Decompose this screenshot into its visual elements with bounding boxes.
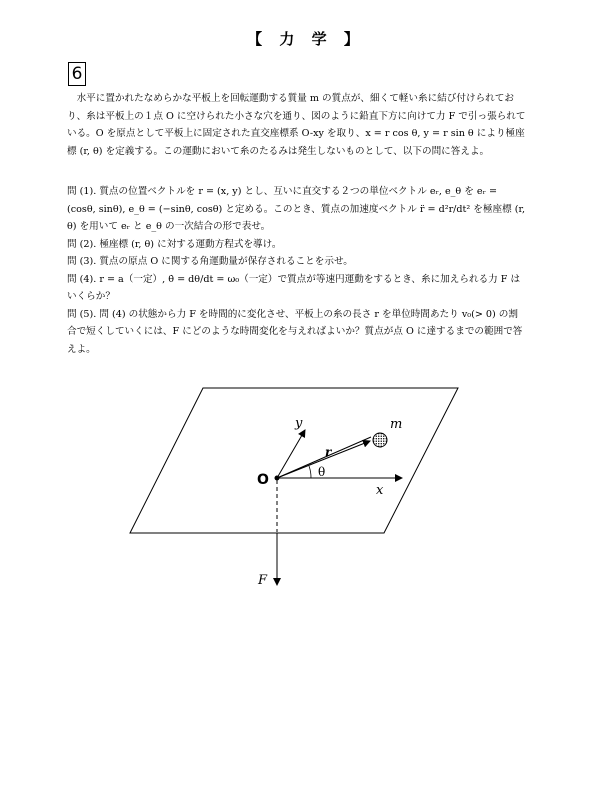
- label-r: r: [325, 445, 332, 459]
- label-force: F: [258, 573, 268, 588]
- section-title: 【 力 学 】: [247, 30, 365, 48]
- problem-intro: 水平に置かれたなめらかな平板上を回転運動する質量 m の質点が、細くて軽い糸に結び付けられており、糸は平板上の１点 O に空けられた小さな穴を通り、図のように鉛直下方に向けて力 F で引っ張られている。O を原点として平板上に固定された直交座標系 O-xy を取り、x = r cos θ, y = r sin θ により極座標 (r, θ) を定義する。この運動において糸のたるみは発生しないものとして、以下の問に答えよ。: [67, 93, 526, 157]
- plane-surface: [130, 388, 458, 533]
- label-origin: O: [257, 472, 269, 488]
- question-2: 問 (2). 極座標 (r, θ) に対する運動方程式を導け。: [67, 238, 282, 250]
- question-5: 問 (5). 問 (4) の状態から力 F を時間的に変化させ、平板上の糸の長さ r を単位時間あたり v₀(> 0) の割合で短くしていくには、F にどのような時間変化を与えればよいか？質点が点 O に達するまでの範囲で答えよ。: [67, 308, 523, 355]
- mass-point: [373, 433, 387, 447]
- label-y: y: [295, 416, 303, 431]
- physics-diagram: [0, 370, 612, 600]
- label-theta: θ: [318, 465, 326, 479]
- question-4: 問 (4). r = a（一定）, θ̇ = dθ/dt = ω₀（一定）で質点が等速円運動をするとき、糸に加えられる力 F はいくらか？: [67, 273, 521, 302]
- theta-arc: [309, 466, 311, 478]
- label-x: x: [376, 483, 384, 498]
- question-3: 問 (3). 質点の原点 O に関する角運動量が保存されることを示せ。: [67, 256, 353, 267]
- question-1: 問 (1). 質点の位置ベクトルを r = (x, y) とし、互いに直交する２つの単位ベクトル eᵣ, e_θ を eᵣ = (cosθ, sinθ), e_θ = (−sinθ, cosθ) と定める。このとき、質点の加速度ベクトル r̈ = d²r/dt² を極座標 (r, θ) を用いて eᵣ と e_θ の一次結合の形で表せ。: [67, 186, 526, 232]
- y-axis: [277, 430, 305, 478]
- problem-number: 6: [68, 62, 86, 86]
- origin-point: [275, 476, 280, 481]
- label-m: m: [390, 417, 403, 432]
- question-list: [67, 183, 527, 358]
